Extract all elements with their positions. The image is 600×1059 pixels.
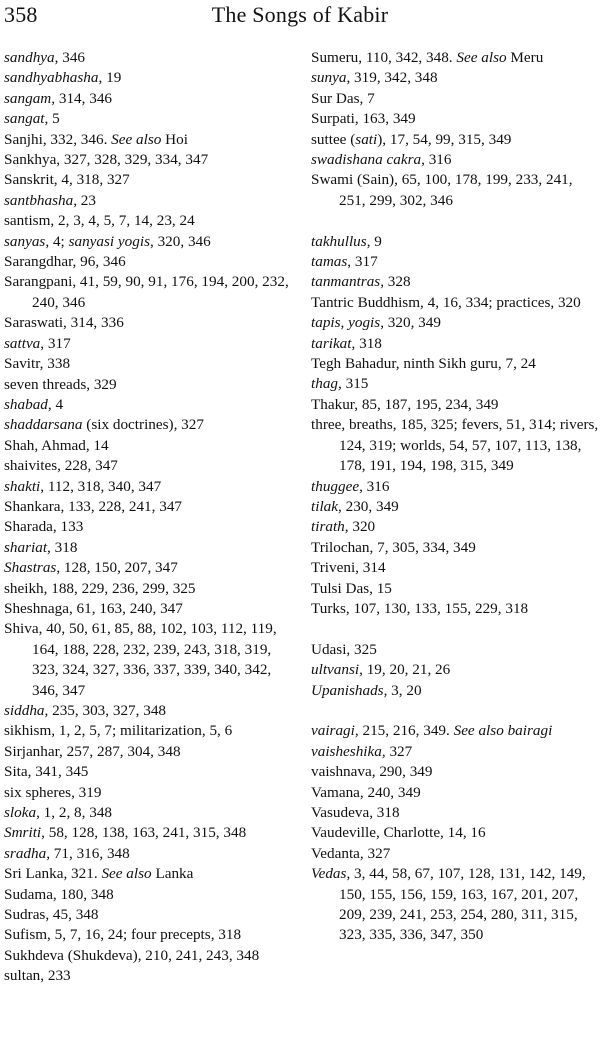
index-text: Saraswati, 314, 336 xyxy=(4,314,124,332)
index-text: suttee ( xyxy=(311,130,356,148)
index-entry xyxy=(4,477,296,497)
index-text: Sudama, 180, 348 xyxy=(4,885,114,903)
index-text: Sur Das, 7 xyxy=(311,89,375,107)
index-term-italic: siddha xyxy=(4,702,45,719)
index-entry xyxy=(4,558,296,578)
index-entry xyxy=(4,191,296,211)
index-text: shaivites, 228, 347 xyxy=(4,457,118,475)
index-entry xyxy=(311,823,600,843)
index-entry xyxy=(4,885,296,905)
index-term-italic: tamas xyxy=(311,253,348,271)
index-term-italic: tanmantras xyxy=(311,273,381,291)
index-text: , 4 xyxy=(47,395,64,413)
index-entry xyxy=(311,783,600,803)
index-text: (six doctrines), 327 xyxy=(82,416,204,434)
index-entry xyxy=(4,150,296,170)
index-term-italic: sloka xyxy=(4,804,37,822)
index-term-italic: shariat xyxy=(4,538,48,556)
index-entry xyxy=(311,660,600,680)
index-text: ), 17, 54, 99, 315, 349 xyxy=(377,130,512,148)
index-text: , 19 xyxy=(98,69,122,87)
index-text: , 318 xyxy=(47,538,78,556)
index-text: Sarangpani, 41, 59, 90, 91, 176, 194, 200, 232, 240, 346 xyxy=(4,273,289,311)
index-text: Shiva, 40, 50, 61, 85, 88, 102, 103, 112, 119, 164, 188, 228, 232, 239, 243, 318, 319, 323, 324, 327, 336, 337, 339, 340, 342, 346, 347 xyxy=(4,620,277,699)
index-text: , 320, 346 xyxy=(149,232,211,250)
index-text: seven threads, 329 xyxy=(4,375,117,393)
index-entry xyxy=(4,232,296,252)
index-term-italic: vairagi xyxy=(311,722,355,740)
index-entry xyxy=(4,905,296,925)
index-entry xyxy=(311,640,600,660)
index-text: Sanjhi, 332, 346. xyxy=(4,130,112,148)
index-text: , 128, 150, 207, 347 xyxy=(56,559,178,577)
letter-group-gap xyxy=(311,619,600,639)
index-text: Shankara, 133, 228, 241, 347 xyxy=(4,497,183,515)
index-entry xyxy=(311,844,600,864)
index-text: santism, 2, 3, 4, 5, 7, 14, 23, 24 xyxy=(4,212,195,230)
index-text: , 23 xyxy=(73,191,96,209)
index-text: , 71, 316, 348 xyxy=(46,844,130,862)
index-entry xyxy=(4,925,296,945)
index-entry xyxy=(311,48,600,68)
index-text: , 235, 303, 327, 348 xyxy=(44,702,167,719)
index-text: Sankhya, 327, 328, 329, 334, 347 xyxy=(4,151,209,169)
index-entry xyxy=(4,130,296,150)
index-text: Tantric Buddhism, 4, 16, 334; practices, 320 xyxy=(311,293,581,311)
index-text: Sukhdeva (Shukdeva), 210, 241, 243, 348 xyxy=(4,946,260,964)
index-text: Sirjanhar, 257, 287, 304, 348 xyxy=(4,742,181,760)
index-text: , 3, 44, 58, 67, 107, 128, 131, 142, 149, 150, 155, 156, 159, 163, 167, 201, 207, 209, 239, 241, 253, 254, 280, 311, 315, 323, 335, 336, 347, 350 xyxy=(339,865,586,944)
index-term-italic: sanyasi yogis xyxy=(68,232,150,250)
index-entry xyxy=(311,864,600,946)
index-entry xyxy=(4,375,296,395)
index-entry xyxy=(311,354,600,374)
index-term-italic: swadishana cakra xyxy=(311,151,422,169)
index-term-italic: sradha xyxy=(4,844,47,862)
index-term-italic: ultvansi xyxy=(311,661,360,679)
index-text: three, breaths, 185, 325; fevers, 51, 314; rivers, 124, 319; worlds, 54, 57, 107, 113, 138, 178, 191, 194, 198, 315, 349 xyxy=(311,416,599,475)
index-text: , 320, 349 xyxy=(380,314,441,332)
index-text: Vamana, 240, 349 xyxy=(311,783,421,801)
index-entry xyxy=(4,864,296,884)
index-term-italic: sandhyabhasha xyxy=(4,69,99,87)
index-text: , 1, 2, 8, 348 xyxy=(36,804,112,822)
index-entry xyxy=(4,354,296,374)
index-text: Tulsi Das, 15 xyxy=(311,579,392,597)
index-text: , 316 xyxy=(421,151,452,169)
index-entry xyxy=(4,701,296,721)
index-text: Tegh Bahadur, ninth Sikh guru, 7, 24 xyxy=(311,355,536,373)
index-text: Sufism, 5, 7, 16, 24; four precepts, 318 xyxy=(4,926,242,944)
index-entry xyxy=(4,844,296,864)
index-text: vaishnava, 290, 349 xyxy=(311,763,433,781)
index-term-italic: Shastras xyxy=(4,559,57,577)
index-entry xyxy=(311,374,600,394)
index-text: Meru xyxy=(506,49,544,66)
index-entry xyxy=(4,252,296,272)
index-entry xyxy=(4,742,296,762)
index-term-italic: shaddarsana xyxy=(4,416,83,434)
index-text: sultan, 233 xyxy=(4,967,71,985)
index-term-italic: sunya xyxy=(311,69,347,87)
index-entry xyxy=(4,599,296,619)
index-entry xyxy=(311,334,600,354)
index-term-italic: thuggee xyxy=(311,477,360,495)
index-entry xyxy=(4,313,296,333)
index-term-italic: Smriti xyxy=(4,824,42,842)
index-entry xyxy=(4,211,296,231)
index-text: Sudras, 45, 348 xyxy=(4,906,99,924)
page-number: 358 xyxy=(4,2,38,27)
index-entry xyxy=(4,170,296,190)
index-entry xyxy=(4,48,296,68)
index-text: , 317 xyxy=(40,334,71,352)
index-text: , 230, 349 xyxy=(338,497,399,515)
index-text: Swami (Sain), 65, 100, 178, 199, 233, 241, 251, 299, 302, 346 xyxy=(311,171,573,209)
index-text: Sarangdhar, 96, 346 xyxy=(4,253,126,271)
index-entry xyxy=(4,946,296,966)
letter-group-gap xyxy=(311,701,600,721)
index-text: , 9 xyxy=(366,232,382,250)
index-entry xyxy=(311,579,600,599)
index-text: sikhism, 1, 2, 5, 7; militarization, 5, 6 xyxy=(4,722,233,740)
index-text: , 314, 346 xyxy=(51,89,113,107)
index-entry xyxy=(311,68,600,88)
index-entry xyxy=(4,783,296,803)
index-term-italic: See also xyxy=(101,865,152,883)
index-term-italic: Upanishads xyxy=(311,681,384,699)
index-entry xyxy=(311,558,600,578)
page-header xyxy=(4,2,596,36)
index-text: Shah, Ahmad, 14 xyxy=(4,436,109,454)
index-entry xyxy=(4,619,296,701)
index-entry xyxy=(311,517,600,537)
index-term-italic: See also xyxy=(456,49,507,66)
index-term-italic: See also xyxy=(111,130,162,148)
index-entry xyxy=(4,538,296,558)
index-entry xyxy=(4,721,296,741)
running-title: The Songs of Kabir xyxy=(211,2,389,27)
index-text: sheikh, 188, 229, 236, 299, 325 xyxy=(4,579,196,597)
index-entry xyxy=(311,681,600,701)
index-entry xyxy=(311,599,600,619)
index-text: Sita, 341, 345 xyxy=(4,763,89,781)
index-text: , 4; xyxy=(45,232,69,250)
index-term-italic: thag xyxy=(311,375,339,393)
index-text: , 316 xyxy=(359,477,390,495)
index-entry xyxy=(4,823,296,843)
index-term-italic: shakti xyxy=(4,477,41,495)
index-entry xyxy=(311,150,600,170)
index-text: Sheshnaga, 61, 163, 240, 347 xyxy=(4,599,183,617)
index-entry xyxy=(4,272,296,313)
index-entry xyxy=(4,497,296,517)
index-text: Vaudeville, Charlotte, 14, 16 xyxy=(311,824,486,842)
index-term-italic: tapis, yogis xyxy=(311,314,381,332)
index-text: , 317 xyxy=(347,253,378,271)
index-entry xyxy=(4,109,296,129)
index-text: Turks, 107, 130, 133, 155, 229, 318 xyxy=(311,599,529,617)
index-text: Sumeru, 110, 342, 348. xyxy=(311,49,457,66)
index-entry xyxy=(311,293,600,313)
index-text: , 5 xyxy=(44,110,60,128)
index-entry xyxy=(4,517,296,537)
index-text: , 112, 318, 340, 347 xyxy=(40,477,162,495)
index-text: Surpati, 163, 349 xyxy=(311,110,416,128)
index-entry xyxy=(4,966,296,986)
index-term-italic: See also bairagi xyxy=(453,722,553,740)
index-entry xyxy=(4,334,296,354)
index-text: , 215, 216, 349. xyxy=(354,722,454,740)
index-entry xyxy=(4,803,296,823)
index-text: , 328 xyxy=(380,273,411,291)
index-text: Triveni, 314 xyxy=(311,559,386,577)
index-entry xyxy=(4,456,296,476)
index-text: , 3, 20 xyxy=(383,681,422,699)
index-entry xyxy=(311,415,600,476)
index-entry xyxy=(4,579,296,599)
index-term-italic: sangat xyxy=(4,110,45,128)
index-entry xyxy=(311,742,600,762)
index-text: Thakur, 85, 187, 195, 234, 349 xyxy=(311,395,499,413)
index-text: Sanskrit, 4, 318, 327 xyxy=(4,171,130,189)
index-term-italic: sattva xyxy=(4,334,41,352)
index-entry xyxy=(4,68,296,88)
index-term-italic: Vedas xyxy=(311,865,347,883)
index-entry xyxy=(4,89,296,109)
index-entry xyxy=(311,477,600,497)
index-entry xyxy=(4,436,296,456)
index-term-italic: tirath xyxy=(311,518,345,536)
index-entry xyxy=(4,762,296,782)
index-text: , 327 xyxy=(381,742,413,760)
index-term-italic: takhullus xyxy=(311,232,367,250)
index-text: Savitr, 338 xyxy=(4,355,71,373)
index-text: Lanka xyxy=(151,865,194,883)
index-entry xyxy=(311,170,600,211)
index-text: , 319, 342, 348 xyxy=(346,69,438,87)
index-text: Udasi, 325 xyxy=(311,640,377,658)
index-text: , 318 xyxy=(351,334,382,352)
index-entry xyxy=(311,232,600,252)
index-entry xyxy=(311,252,600,272)
index-term-italic: sandhya xyxy=(4,49,55,66)
index-text: , 315 xyxy=(338,375,369,393)
index-entry xyxy=(311,109,600,129)
index-text: Sri Lanka, 321. xyxy=(4,865,102,883)
index-entry xyxy=(311,89,600,109)
index-text: Vasudeva, 318 xyxy=(311,803,400,821)
index-entry xyxy=(311,272,600,292)
index-entry xyxy=(311,762,600,782)
index-term-italic: sati xyxy=(355,130,378,148)
index-text: six spheres, 319 xyxy=(4,783,102,801)
index-term-italic: sangam xyxy=(4,89,52,107)
index-text: Vedanta, 327 xyxy=(311,844,391,862)
index-text: Hoi xyxy=(161,130,188,148)
index-term-italic: tilak xyxy=(311,497,338,515)
index-text: , 320 xyxy=(344,518,376,536)
index-term-italic: sanyas xyxy=(4,232,46,250)
index-entry xyxy=(311,721,600,741)
index-entry xyxy=(4,395,296,415)
index-text: Trilochan, 7, 305, 334, 349 xyxy=(311,538,476,556)
index-term-italic: santbhasha xyxy=(4,191,74,209)
letter-group-gap xyxy=(311,211,600,231)
index-column-right xyxy=(311,48,600,946)
index-entry xyxy=(311,803,600,823)
index-entry xyxy=(311,130,600,150)
index-text: , 346 xyxy=(54,49,85,66)
index-term-italic: shabad xyxy=(4,395,48,413)
index-entry xyxy=(311,538,600,558)
index-text: , 19, 20, 21, 26 xyxy=(359,661,451,679)
index-term-italic: tarikat xyxy=(311,334,352,352)
index-text: , 58, 128, 138, 163, 241, 315, 348 xyxy=(41,824,247,842)
index-text: Sharada, 133 xyxy=(4,518,84,536)
index-term-italic: vaisheshika xyxy=(311,742,382,760)
index-entry xyxy=(311,313,600,333)
index-entry xyxy=(311,497,600,517)
index-column-left xyxy=(4,48,296,987)
index-entry xyxy=(311,395,600,415)
index-entry xyxy=(4,415,296,435)
